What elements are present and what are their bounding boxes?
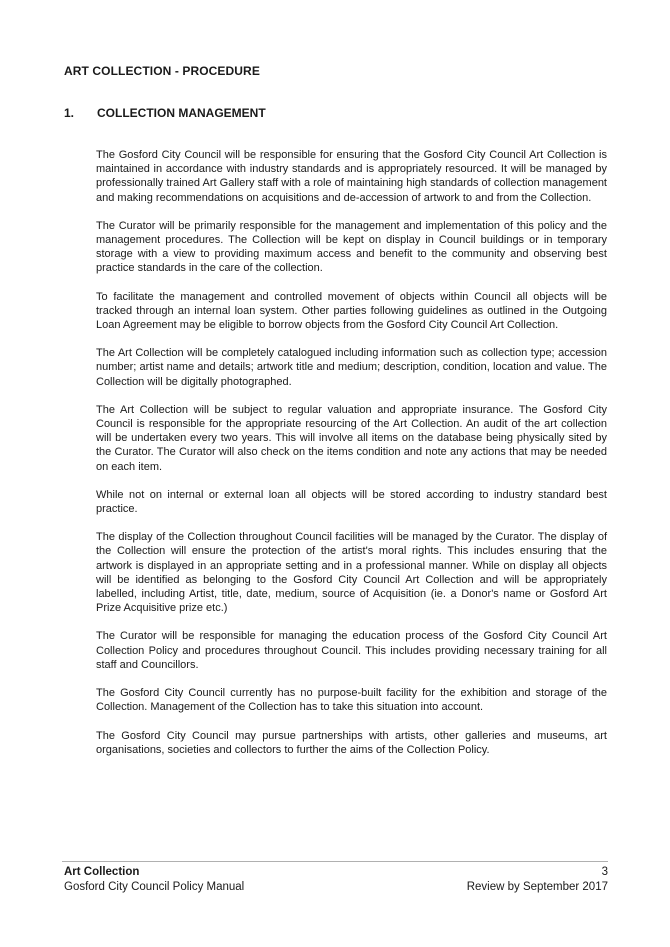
section-heading-text: COLLECTION MANAGEMENT (97, 106, 266, 120)
paragraph-curator-role: The Curator will be primarily responsible for the management and implementation of this policy and the management procedures. The Collection will be kept on display in Council buildings or in temporary storage with a view to providing maximum access and benefit to the community and observing best practice standards in the care of the collection. (96, 219, 607, 275)
footer-divider (62, 861, 608, 862)
paragraph-valuation-audit: The Art Collection will be subject to regular valuation and appropriate insurance. The Gosford City Council is responsible for the appropriate resourcing of the Art Collection. An audit of the art collection will be undertaken every two years. This will involve all items on the database being physically sited by the Curator. The Curator will also check on the items condition and note any actions that may be needed on each item. (96, 403, 607, 473)
section-number: 1. (64, 106, 75, 120)
page-number: 3 (601, 866, 608, 878)
section-heading (64, 106, 266, 120)
paragraph-facility: The Gosford City Council currently has no purpose-built facility for the exhibition and storage of the Collection. Management of the Collection has to take this situation into account. (96, 687, 607, 714)
footer-row-top (64, 865, 608, 880)
paragraph-responsibility: The Gosford City Council will be responsible for ensuring that the Gosford City Council Art Collection is maintained in accordance with industry standards and is appropriately resourced. It will be managed by professionally trained Art Gallery staff with a role of maintaining high standards of collection management and making recommendations on acquisitions and de-accession of artwork to and from the Collection. (96, 149, 607, 204)
paragraph-education: The Curator will be responsible for managing the education process of the Gosford City Council Art Collection Policy and procedures throughout Council. This includes providing necessary training for all staff and Councillors. (96, 630, 607, 671)
footer-manual-name: Gosford City Council Policy Manual (64, 881, 245, 893)
footer-title: Art Collection (64, 866, 140, 878)
body-text (96, 148, 607, 771)
paragraph-cataloguing: The Art Collection will be completely catalogued including information such as collection type; accession number; artist name and details; artwork title and medium; description, condition, location and value. The Collection will be digitally photographed. (96, 347, 607, 388)
paragraph-display: The display of the Collection throughout Council facilities will be managed by the Curator. The display of the Collection will ensure the protection of the artist's moral rights. This includes ensuring that the artwork is displayed in an appropriate setting and in a professional manner. While on display all objects will be identified as belonging to the Gosford City Council Art Collection and will be appropriately labelled, including Artist, title, date, medium, source of Acquisition (ie. a Donor's name or Gosford Art Prize Acquisitive prize etc.) (96, 531, 607, 615)
paragraph-loan-system: To facilitate the management and controlled movement of objects within Council all objects will be tracked through an internal loan system. Other parties following guidelines as outlined in the Outgoing Loan Agreement may be eligible to borrow objects from the Gosford City Council Art Collection. (96, 290, 607, 332)
paragraph-storage: While not on internal or external loan all objects will be stored according to industry standard best practice. (96, 488, 607, 516)
footer-row-bottom (64, 880, 608, 895)
paragraph-partnerships: The Gosford City Council may pursue partnerships with artists, other galleries and museums, art organisations, societies and collectors to further the aims of the Collection Policy. (96, 729, 607, 756)
footer-review-date: Review by September 2017 (466, 881, 608, 893)
page-footer (64, 865, 608, 895)
document-title: ART COLLECTION - PROCEDURE (64, 64, 260, 78)
